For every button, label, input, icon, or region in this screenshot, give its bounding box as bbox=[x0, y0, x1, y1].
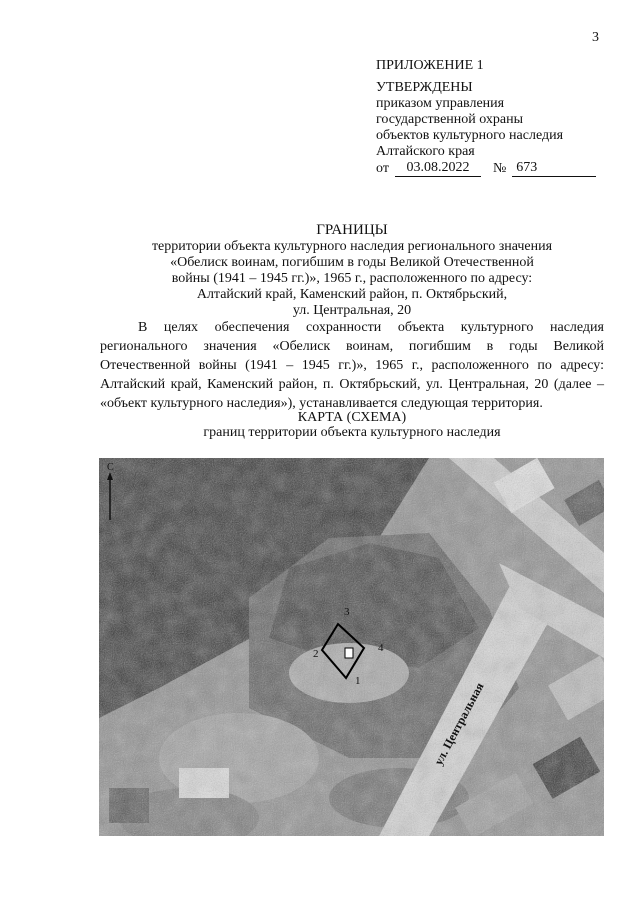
title-line: Алтайский край, Каменский район, п. Октябрьский, bbox=[196, 287, 508, 302]
order-number: 673 bbox=[512, 160, 596, 177]
map-subtitle: границ территории объекта культурного наследия bbox=[203, 425, 501, 440]
title-line: войны (1941 – 1945 гг.)», 1965 г., расположенного по адресу: bbox=[171, 271, 533, 286]
approval-line: государственной охраны bbox=[376, 112, 524, 127]
approval-line: приказом управления bbox=[376, 96, 505, 111]
title-block bbox=[100, 222, 604, 319]
title-line: территории объекта культурного наследия регионального значения bbox=[151, 239, 553, 254]
document-heading: ГРАНИЦЫ bbox=[316, 222, 388, 238]
point-label-2: 2 bbox=[313, 648, 319, 660]
approval-line: объектов культурного наследия bbox=[376, 128, 564, 143]
number-label: № bbox=[492, 161, 507, 176]
title-line: «Обелиск воинам, погибшим в годы Великой Отечественной bbox=[170, 255, 534, 270]
aerial-map-image bbox=[99, 458, 604, 836]
point-label-1: 1 bbox=[355, 675, 361, 687]
street-label: ул. Центральная bbox=[431, 680, 487, 768]
approval-block bbox=[376, 58, 596, 177]
body-paragraph: В целях обеспечения сохранности объекта культурного наследия регионального значения «Обелиск воинам, погибшим в годы Великой Отечественной войны (1941 – 1945 гг.)», 1965 г., расположенного по адресу: Алтайский край, Каменский район, п. Октябрьский, ул. Центральная, 20 (далее – «объект культурного наследия»), устанавливается следующая территория. bbox=[100, 320, 604, 411]
north-label: С bbox=[107, 462, 114, 473]
approval-line: Алтайского края bbox=[376, 144, 475, 159]
from-label: от bbox=[376, 161, 389, 176]
order-date: 03.08.2022 bbox=[395, 160, 481, 177]
approved-label: УТВЕРЖДЕНЫ bbox=[376, 80, 473, 95]
point-label-3: 3 bbox=[344, 606, 350, 618]
page-number: 3 bbox=[592, 30, 599, 45]
order-date-number-row bbox=[376, 160, 596, 177]
aerial-map bbox=[99, 458, 604, 836]
appendix-label: ПРИЛОЖЕНИЕ 1 bbox=[376, 58, 484, 73]
map-title: КАРТА (СХЕМА) bbox=[297, 410, 407, 425]
map-title-block bbox=[100, 410, 604, 440]
title-line: ул. Центральная, 20 bbox=[292, 303, 412, 318]
point-label-4: 4 bbox=[378, 642, 384, 654]
